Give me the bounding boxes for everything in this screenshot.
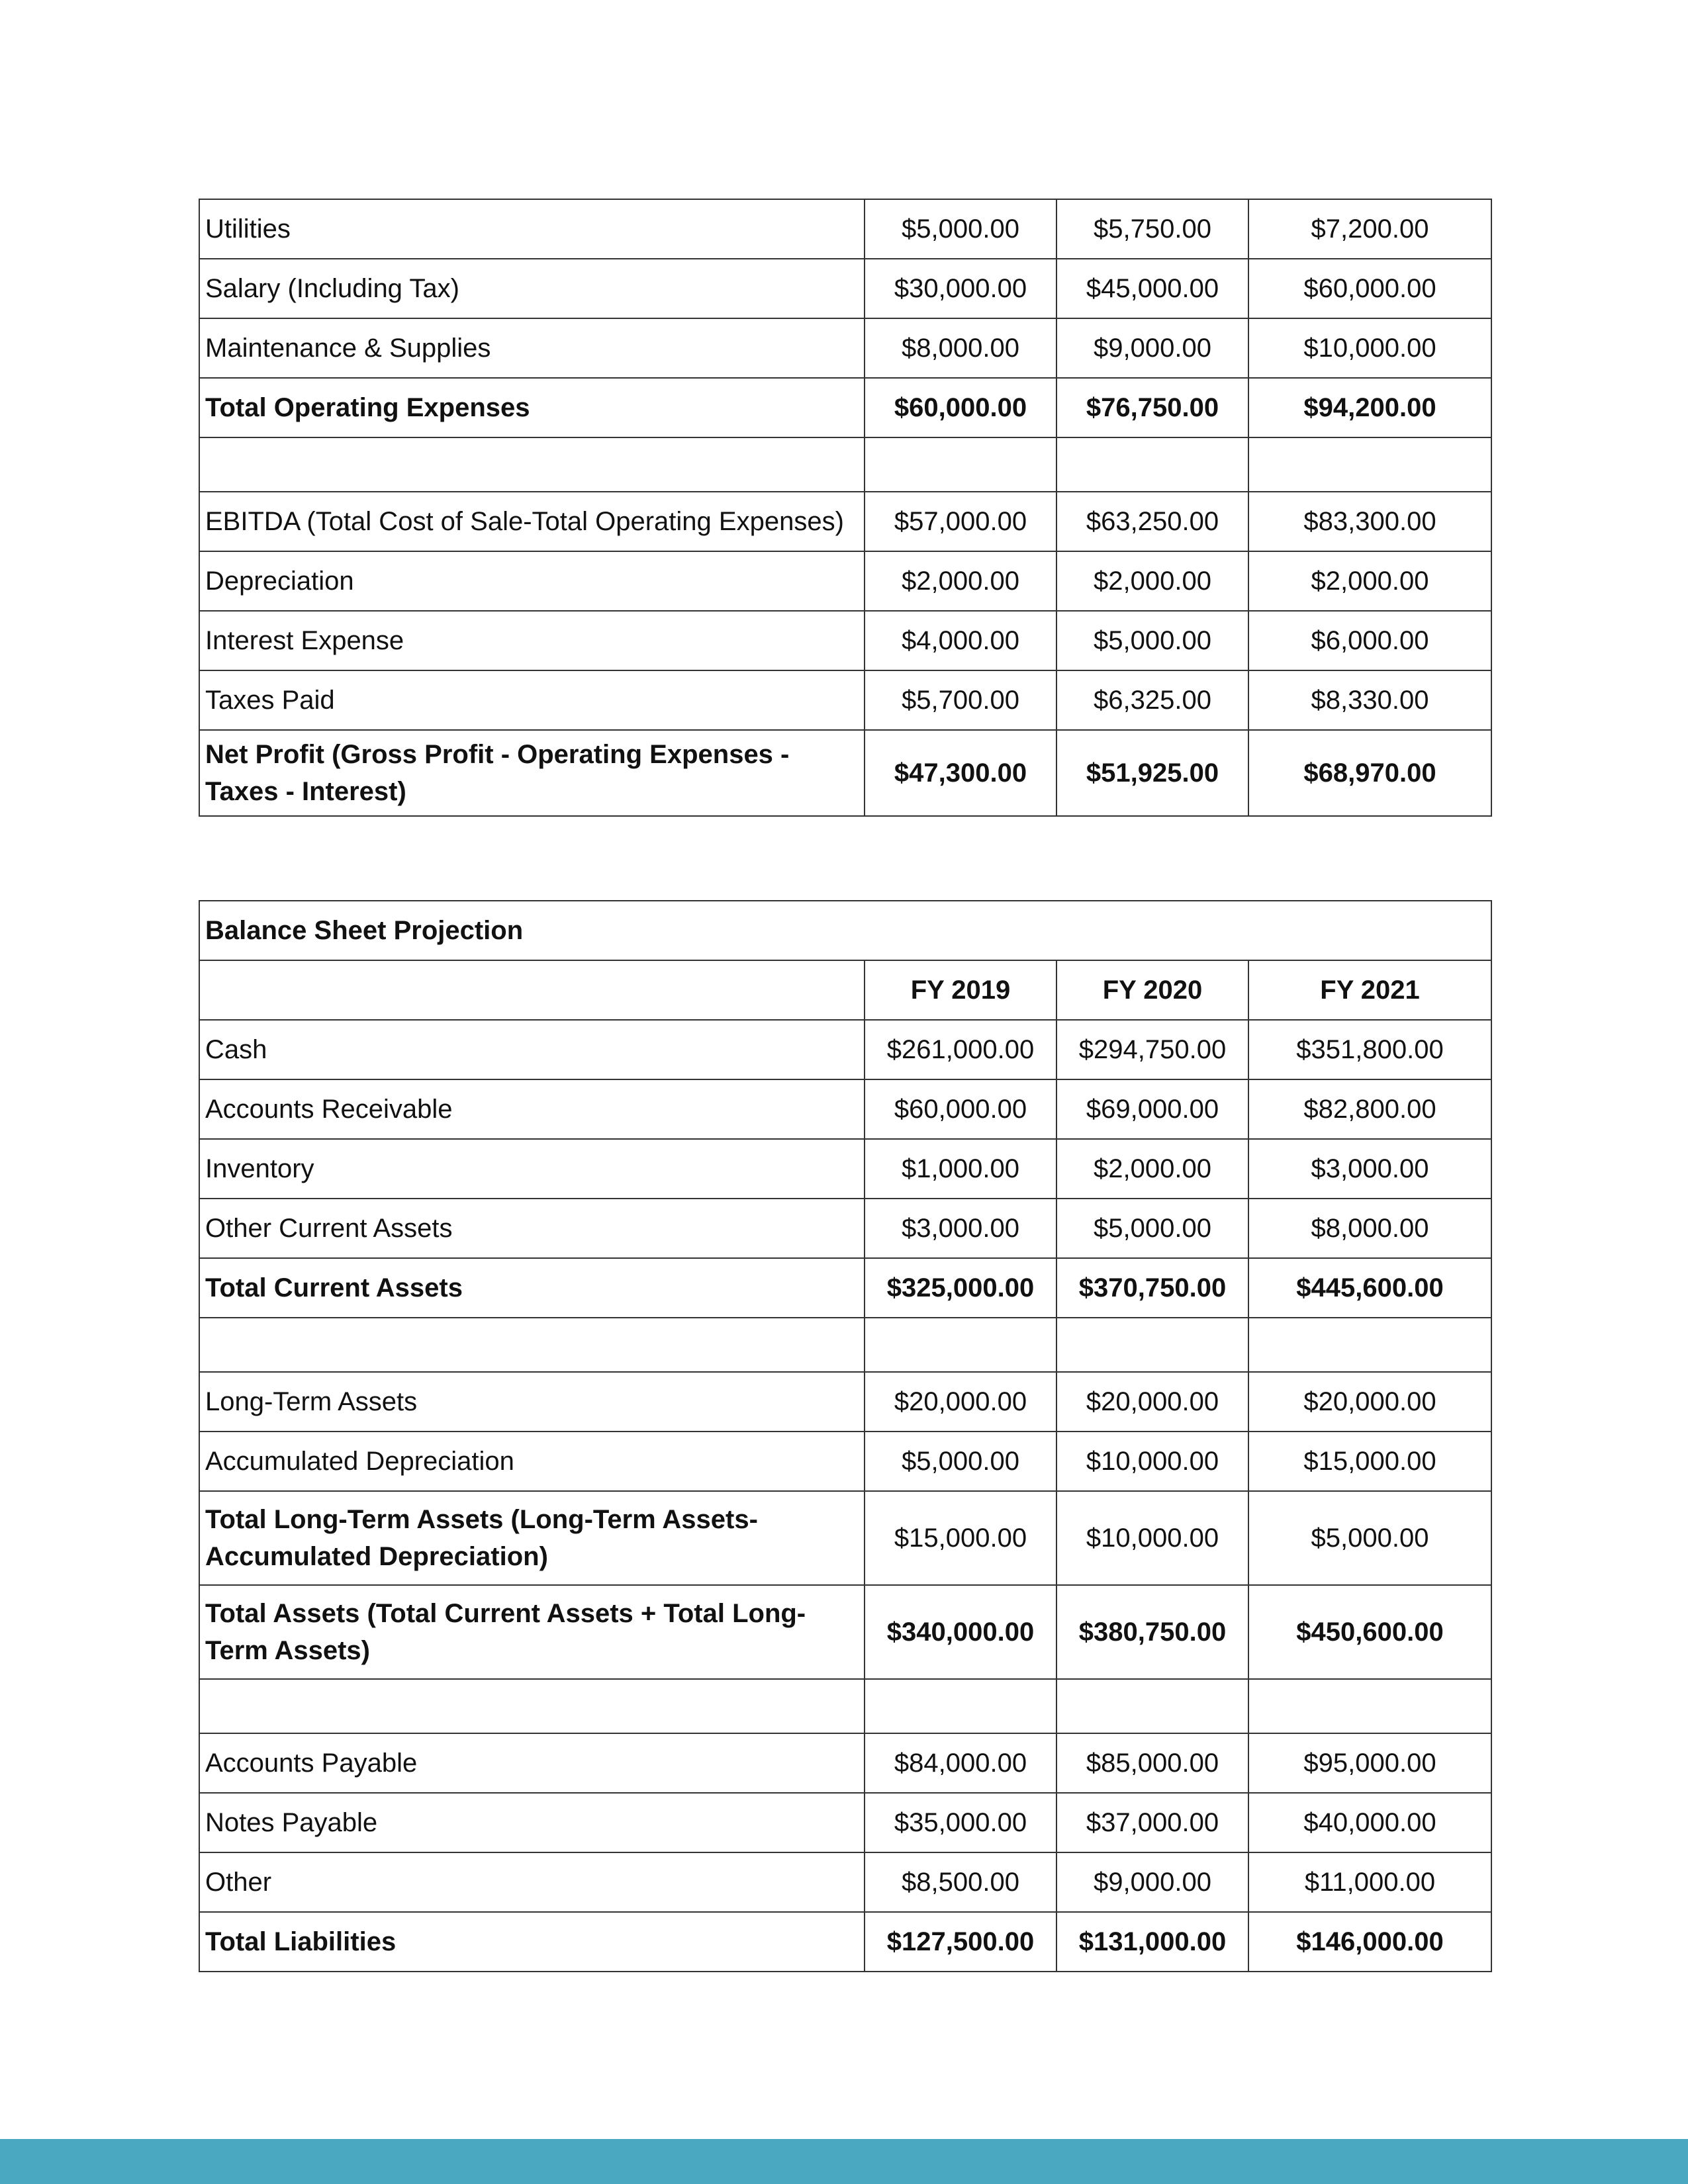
value-cell: $5,000.00 bbox=[1248, 1491, 1491, 1585]
total-row bbox=[199, 378, 1491, 437]
table-row bbox=[199, 1139, 1491, 1199]
value-cell: $76,750.00 bbox=[1056, 378, 1248, 437]
value-cell: $82,800.00 bbox=[1248, 1079, 1491, 1139]
table-row bbox=[199, 1372, 1491, 1432]
value-cell: $20,000.00 bbox=[1248, 1372, 1491, 1432]
value-cell: $9,000.00 bbox=[1056, 1852, 1248, 1912]
row-label: Total Operating Expenses bbox=[199, 378, 865, 437]
value-cell: $325,000.00 bbox=[865, 1258, 1056, 1318]
value-cell: $10,000.00 bbox=[1056, 1432, 1248, 1491]
value-cell: $15,000.00 bbox=[1248, 1432, 1491, 1491]
row-label: Long-Term Assets bbox=[199, 1372, 865, 1432]
value-cell: $15,000.00 bbox=[865, 1491, 1056, 1585]
value-cell: $51,925.00 bbox=[1056, 730, 1248, 816]
table-row bbox=[199, 492, 1491, 551]
row-label: Utilities bbox=[199, 199, 865, 259]
value-cell: $2,000.00 bbox=[1248, 551, 1491, 611]
value-cell: $5,700.00 bbox=[865, 670, 1056, 730]
empty-cell bbox=[1248, 437, 1491, 492]
row-label: Notes Payable bbox=[199, 1793, 865, 1852]
value-cell: $8,000.00 bbox=[865, 318, 1056, 378]
value-cell: $83,300.00 bbox=[1248, 492, 1491, 551]
table-row bbox=[199, 1793, 1491, 1852]
value-cell: $9,000.00 bbox=[1056, 318, 1248, 378]
empty-cell bbox=[199, 1318, 865, 1372]
total-row bbox=[199, 1585, 1491, 1679]
row-label: Accumulated Depreciation bbox=[199, 1432, 865, 1491]
header-cell bbox=[199, 960, 865, 1020]
row-label: Total Current Assets bbox=[199, 1258, 865, 1318]
row-label: Total Assets (Total Current Assets + Total Long-Term Assets) bbox=[199, 1585, 865, 1679]
table-row bbox=[199, 611, 1491, 670]
row-label: Depreciation bbox=[199, 551, 865, 611]
value-cell: $10,000.00 bbox=[1248, 318, 1491, 378]
value-cell: $95,000.00 bbox=[1248, 1733, 1491, 1793]
total-row bbox=[199, 1258, 1491, 1318]
empty-cell bbox=[865, 1318, 1056, 1372]
row-label: Total Long-Term Assets (Long-Term Assets-Accumulated Depreciation) bbox=[199, 1491, 865, 1585]
total-row bbox=[199, 730, 1491, 816]
header-cell: FY 2021 bbox=[1248, 960, 1491, 1020]
value-cell: $68,970.00 bbox=[1248, 730, 1491, 816]
empty-cell bbox=[199, 437, 865, 492]
header-row bbox=[199, 960, 1491, 1020]
value-cell: $8,000.00 bbox=[1248, 1199, 1491, 1258]
value-cell: $84,000.00 bbox=[865, 1733, 1056, 1793]
row-label: Inventory bbox=[199, 1139, 865, 1199]
value-cell: $60,000.00 bbox=[865, 1079, 1056, 1139]
row-label: Other Current Assets bbox=[199, 1199, 865, 1258]
value-cell: $63,250.00 bbox=[1056, 492, 1248, 551]
value-cell: $5,000.00 bbox=[1056, 611, 1248, 670]
value-cell: $261,000.00 bbox=[865, 1020, 1056, 1079]
row-label: Net Profit (Gross Profit - Operating Expenses - Taxes - Interest) bbox=[199, 730, 865, 816]
table-row bbox=[199, 1432, 1491, 1491]
value-cell: $2,000.00 bbox=[865, 551, 1056, 611]
empty-cell bbox=[1248, 1679, 1491, 1733]
value-cell: $380,750.00 bbox=[1056, 1585, 1248, 1679]
row-label: Cash bbox=[199, 1020, 865, 1079]
value-cell: $85,000.00 bbox=[1056, 1733, 1248, 1793]
value-cell: $20,000.00 bbox=[865, 1372, 1056, 1432]
empty-cell bbox=[1056, 1679, 1248, 1733]
value-cell: $445,600.00 bbox=[1248, 1258, 1491, 1318]
value-cell: $47,300.00 bbox=[865, 730, 1056, 816]
header-cell: FY 2019 bbox=[865, 960, 1056, 1020]
row-label: Taxes Paid bbox=[199, 670, 865, 730]
value-cell: $7,200.00 bbox=[1248, 199, 1491, 259]
row-label: Total Liabilities bbox=[199, 1912, 865, 1972]
table-row bbox=[199, 1020, 1491, 1079]
value-cell: $8,500.00 bbox=[865, 1852, 1056, 1912]
table-title-row bbox=[199, 901, 1491, 960]
value-cell: $10,000.00 bbox=[1056, 1491, 1248, 1585]
empty-cell bbox=[1248, 1318, 1491, 1372]
value-cell: $60,000.00 bbox=[865, 378, 1056, 437]
value-cell: $60,000.00 bbox=[1248, 259, 1491, 318]
value-cell: $35,000.00 bbox=[865, 1793, 1056, 1852]
empty-cell bbox=[865, 1679, 1056, 1733]
spacer-row bbox=[199, 437, 1491, 492]
spacer-row bbox=[199, 1679, 1491, 1733]
row-label: Maintenance & Supplies bbox=[199, 318, 865, 378]
value-cell: $351,800.00 bbox=[1248, 1020, 1491, 1079]
total-row bbox=[199, 1912, 1491, 1972]
row-label: Accounts Payable bbox=[199, 1733, 865, 1793]
header-cell: FY 2020 bbox=[1056, 960, 1248, 1020]
value-cell: $20,000.00 bbox=[1056, 1372, 1248, 1432]
value-cell: $450,600.00 bbox=[1248, 1585, 1491, 1679]
value-cell: $127,500.00 bbox=[865, 1912, 1056, 1972]
value-cell: $340,000.00 bbox=[865, 1585, 1056, 1679]
row-label: Salary (Including Tax) bbox=[199, 259, 865, 318]
table-row bbox=[199, 318, 1491, 378]
value-cell: $1,000.00 bbox=[865, 1139, 1056, 1199]
value-cell: $370,750.00 bbox=[1056, 1258, 1248, 1318]
row-label: Other bbox=[199, 1852, 865, 1912]
value-cell: $2,000.00 bbox=[1056, 1139, 1248, 1199]
value-cell: $30,000.00 bbox=[865, 259, 1056, 318]
table-row bbox=[199, 199, 1491, 259]
value-cell: $8,330.00 bbox=[1248, 670, 1491, 730]
footer-bar bbox=[0, 2139, 1688, 2184]
empty-cell bbox=[865, 437, 1056, 492]
value-cell: $131,000.00 bbox=[1056, 1912, 1248, 1972]
empty-cell bbox=[199, 1679, 865, 1733]
value-cell: $37,000.00 bbox=[1056, 1793, 1248, 1852]
table-row bbox=[199, 1079, 1491, 1139]
value-cell: $5,000.00 bbox=[1056, 1199, 1248, 1258]
table-row bbox=[199, 1852, 1491, 1912]
value-cell: $146,000.00 bbox=[1248, 1912, 1491, 1972]
row-label: Interest Expense bbox=[199, 611, 865, 670]
table-row bbox=[199, 551, 1491, 611]
value-cell: $57,000.00 bbox=[865, 492, 1056, 551]
spacer-row bbox=[199, 1318, 1491, 1372]
row-label: Accounts Receivable bbox=[199, 1079, 865, 1139]
row-label: EBITDA (Total Cost of Sale-Total Operating Expenses) bbox=[199, 492, 865, 551]
value-cell: $11,000.00 bbox=[1248, 1852, 1491, 1912]
value-cell: $3,000.00 bbox=[865, 1199, 1056, 1258]
value-cell: $5,000.00 bbox=[865, 1432, 1056, 1491]
value-cell: $3,000.00 bbox=[1248, 1139, 1491, 1199]
value-cell: $40,000.00 bbox=[1248, 1793, 1491, 1852]
empty-cell bbox=[1056, 437, 1248, 492]
value-cell: $5,750.00 bbox=[1056, 199, 1248, 259]
table-row bbox=[199, 1199, 1491, 1258]
income-statement-table bbox=[199, 199, 1492, 817]
subtotal-row bbox=[199, 1491, 1491, 1585]
table-row bbox=[199, 670, 1491, 730]
table-row bbox=[199, 259, 1491, 318]
value-cell: $69,000.00 bbox=[1056, 1079, 1248, 1139]
value-cell: $45,000.00 bbox=[1056, 259, 1248, 318]
value-cell: $6,000.00 bbox=[1248, 611, 1491, 670]
balance-sheet-table bbox=[199, 900, 1492, 1972]
value-cell: $4,000.00 bbox=[865, 611, 1056, 670]
value-cell: $94,200.00 bbox=[1248, 378, 1491, 437]
value-cell: $5,000.00 bbox=[865, 199, 1056, 259]
empty-cell bbox=[1056, 1318, 1248, 1372]
value-cell: $6,325.00 bbox=[1056, 670, 1248, 730]
value-cell: $2,000.00 bbox=[1056, 551, 1248, 611]
value-cell: $294,750.00 bbox=[1056, 1020, 1248, 1079]
table-row bbox=[199, 1733, 1491, 1793]
table-title: Balance Sheet Projection bbox=[199, 901, 1491, 960]
